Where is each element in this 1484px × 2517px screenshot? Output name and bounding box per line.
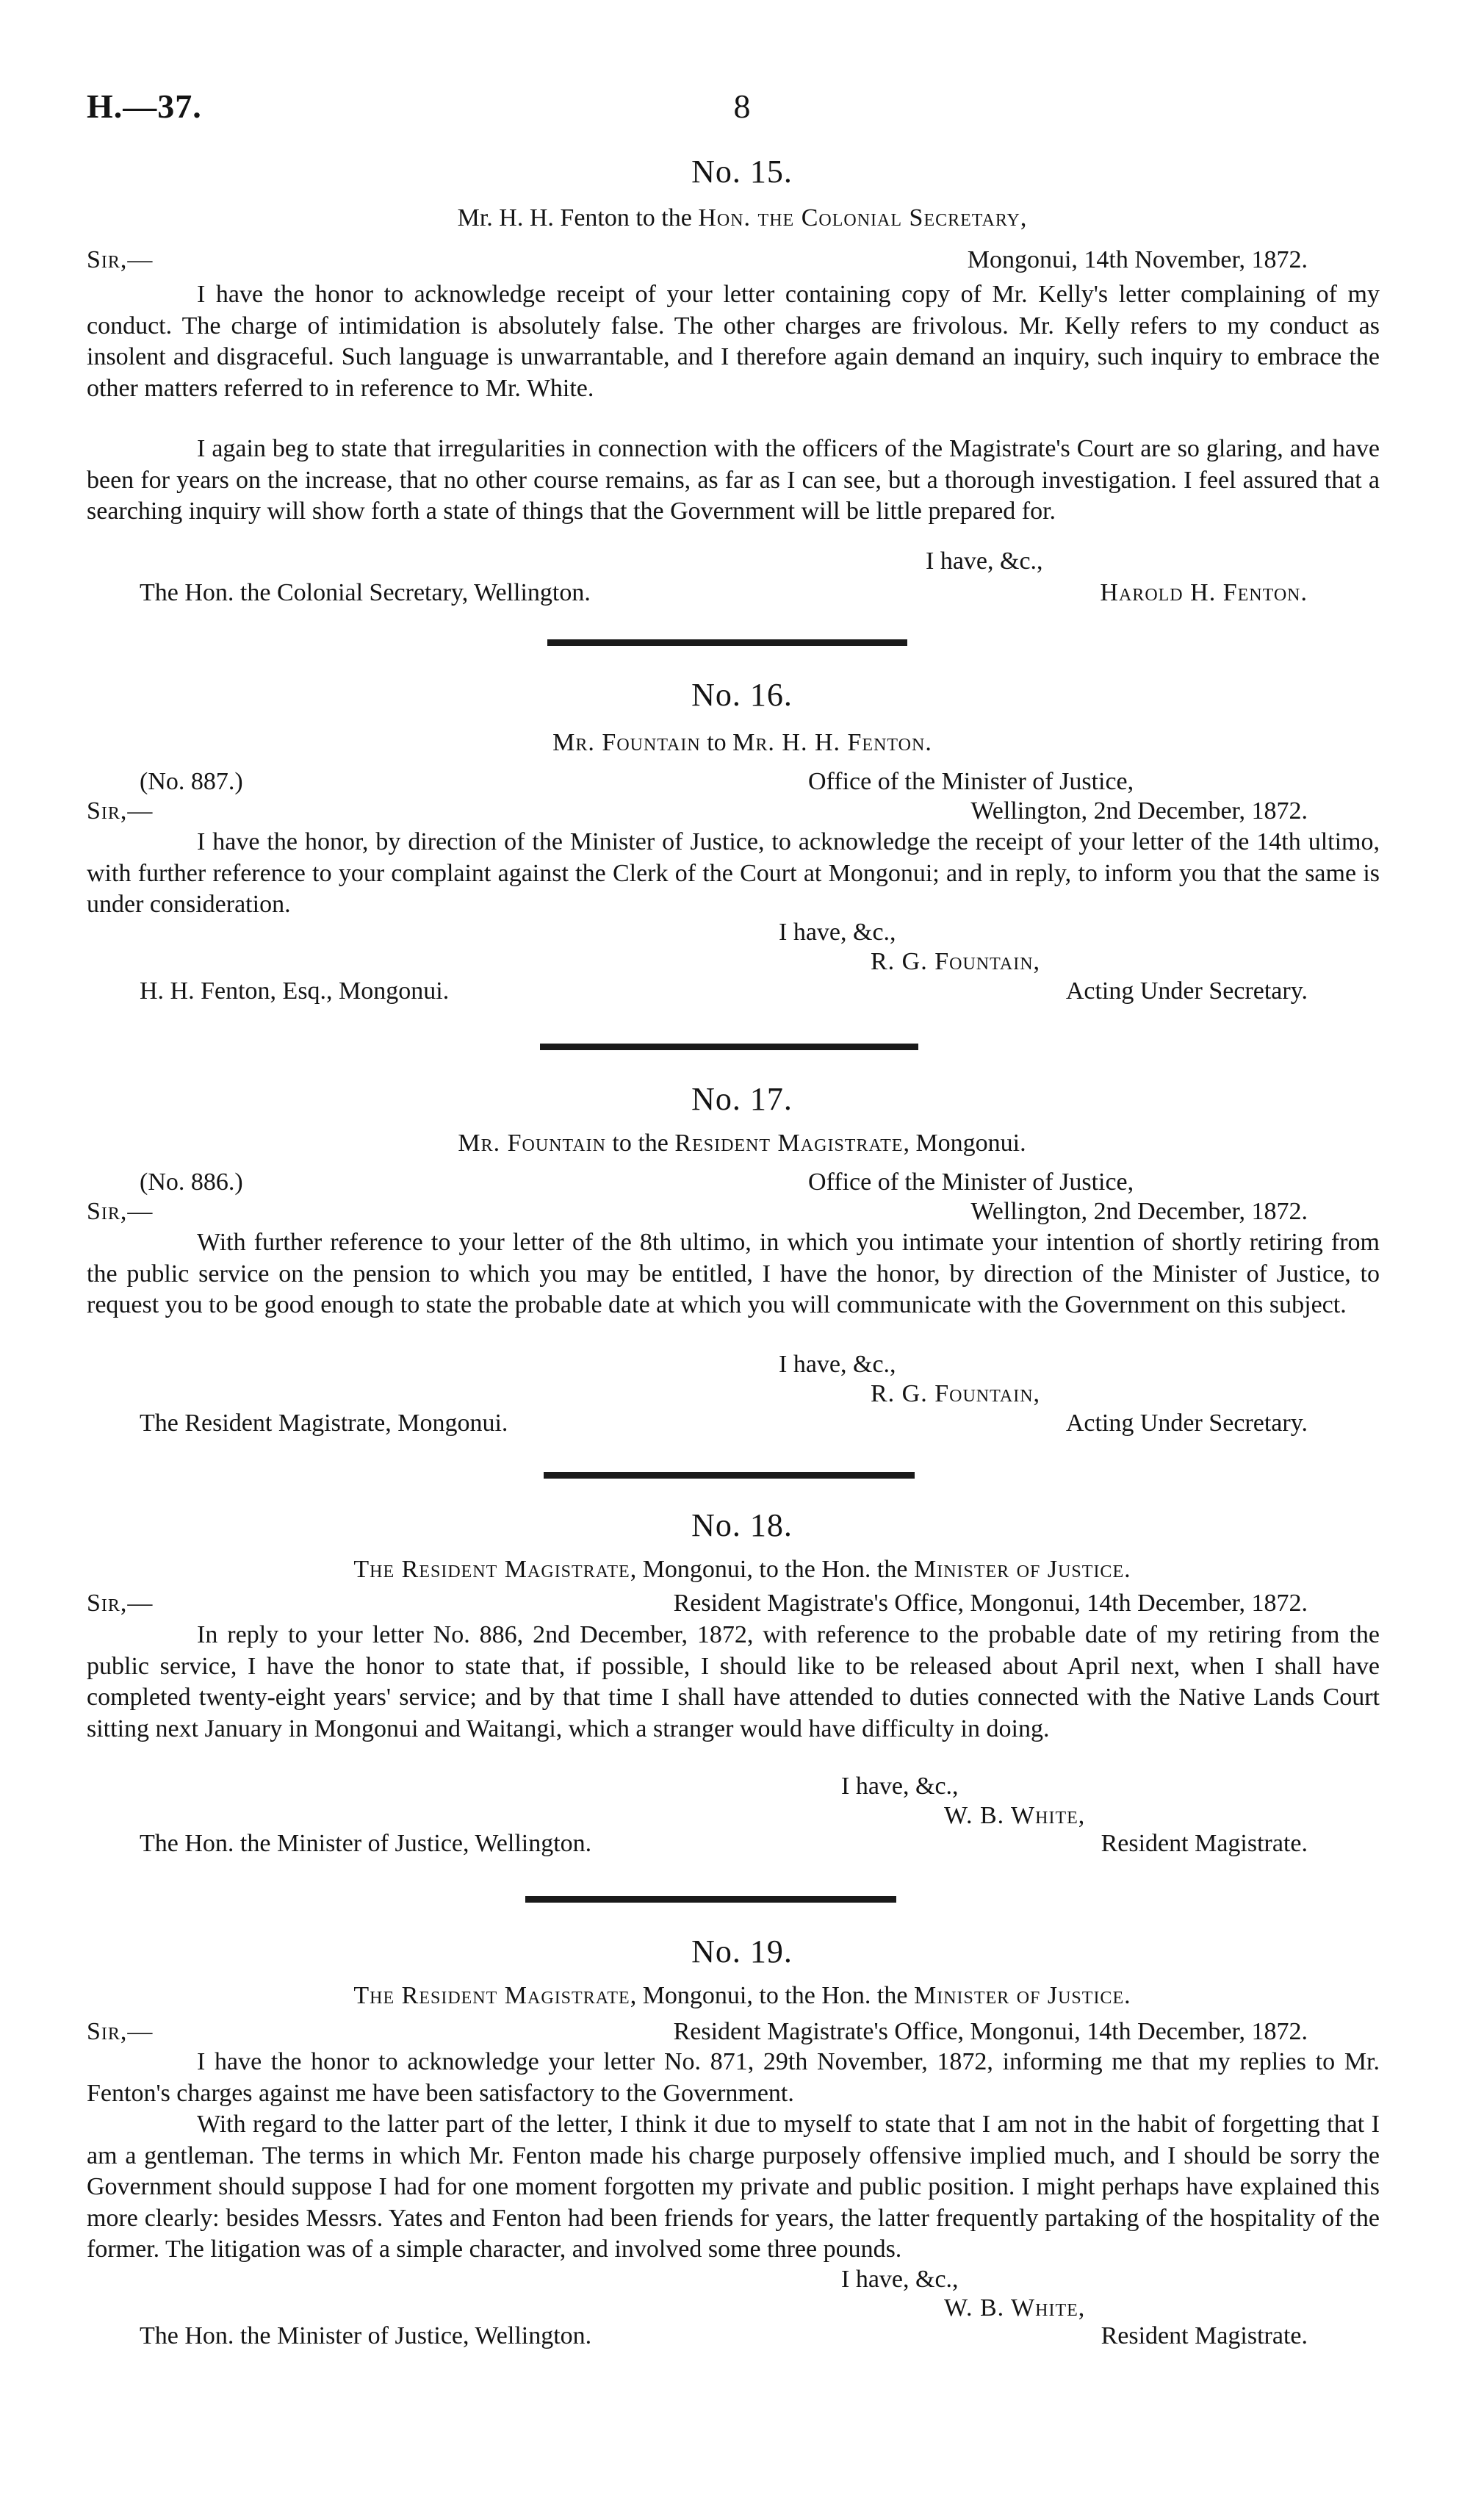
letter-number: No. 17.	[691, 1081, 793, 1117]
addressee: The Hon. the Colonial Secretary, Wellington.	[140, 579, 591, 606]
letter-sender: Mr. Fountain	[552, 729, 701, 756]
signature: R. G. Fountain,	[871, 1380, 1041, 1407]
closing: I have, &c.,	[841, 2266, 959, 2293]
letter-recipient: Mr. H. H. Fenton	[732, 729, 926, 756]
letter-paragraph: With further reference to your letter of the 8th ultimo, in which you intimate your intention of shortly retiring from the public service on the pension to which you may be entitled, I have the honor, by direction of the Minister of Justice, to request you to be good enough to state the probable date at which you will communicate with the Government on this subject.	[87, 1229, 1380, 1318]
letter-subtitle	[0, 1556, 1484, 1584]
letter-sender: Mr. Fountain	[458, 1130, 606, 1157]
addressee: The Resident Magistrate, Mongonui.	[140, 1410, 508, 1437]
letter-joiner: to the	[635, 204, 692, 231]
page-number: 8	[733, 87, 751, 125]
letter-number: No. 16.	[691, 677, 793, 713]
letter-subtitle-trail: .	[1124, 1982, 1131, 2009]
letter-sender: Mr. H. H. Fenton	[457, 204, 630, 231]
section-divider	[547, 639, 907, 646]
letter-subtitle-trail: , Mongonui.	[903, 1130, 1026, 1157]
signature: W. B. White,	[944, 1802, 1086, 1829]
letter-paragraph: I again beg to state that irregularities in connection with the officers of the Magistrate's Court are so glaring, and have been for years on the increase, that no other course remains, as far as I can see, but a thorough investigation. I feel assured that a searching inquiry will show forth a state of things that the Government will be little prepared for.	[87, 435, 1380, 525]
letter-joiner: to	[707, 729, 727, 756]
place-date: Wellington, 2nd December, 1872.	[970, 797, 1308, 825]
salutation: Sir,—	[87, 1198, 154, 1225]
closing: I have, &c.,	[779, 919, 896, 946]
office-line: Office of the Minister of Justice,	[808, 768, 1134, 795]
letter-subtitle	[0, 204, 1484, 232]
letter-sender: The Resident Magistrate	[353, 1556, 630, 1583]
office-line: Office of the Minister of Justice,	[808, 1168, 1134, 1196]
letter-number: No. 19.	[691, 1933, 793, 1970]
signature: Harold H. Fenton.	[1100, 579, 1308, 606]
addressee: H. H. Fenton, Esq., Mongonui.	[140, 977, 450, 1005]
signature: W. B. White,	[944, 2294, 1086, 2322]
salutation: Sir,—	[87, 797, 154, 825]
signatory-title: Resident Magistrate.	[1101, 2322, 1308, 2349]
section-divider	[544, 1472, 915, 1479]
signature: R. G. Fountain,	[871, 948, 1041, 975]
letter-recipient: Hon. the Colonial Secretary	[698, 204, 1020, 231]
closing: I have, &c.,	[926, 547, 1043, 575]
closing: I have, &c.,	[841, 1773, 959, 1800]
place-date: Resident Magistrate's Office, Mongonui, 14th December, 1872.	[673, 2018, 1308, 2045]
addressee: The Hon. the Minister of Justice, Wellington.	[140, 2322, 592, 2349]
letter-sender: The Resident Magistrate	[353, 1982, 630, 2009]
reference-number: (No. 886.)	[140, 1168, 243, 1196]
letter-number: No. 18.	[691, 1507, 793, 1543]
section-divider	[540, 1044, 918, 1050]
letter-number: No. 15.	[691, 154, 793, 190]
letter-paragraph: I have the honor, by direction of the Minister of Justice, to acknowledge the receipt of your letter of the 14th ultimo, with further reference to your complaint against the Clerk of the Court at Mongonui; and in reply, to inform you that the same is under consideration.	[87, 828, 1380, 918]
salutation: Sir,—	[87, 246, 154, 273]
letter-joiner: , Mongonui, to the Hon. the	[630, 1556, 908, 1583]
letter-recipient: Resident Magistrate	[674, 1130, 904, 1157]
document-reference: H.—37.	[87, 87, 202, 125]
letter-paragraph: In reply to your letter No. 886, 2nd December, 1872, with reference to the probable date of my retiring from the public service, I have the honor to state that, if possible, I should like to be released about April next, when I shall have completed twenty-eight years' service; and by that time I shall have attended to duties connected with the Native Lands Court sitting next January in Mongonui and Waitangi, which a stranger would have difficulty in doing.	[87, 1621, 1380, 1742]
letter-paragraph: I have the honor to acknowledge receipt of your letter containing copy of Mr. Kelly's letter complaining of my conduct. The charge of intimidation is absolutely false. The other charges are frivolous. Mr. Kelly refers to my conduct as insolent and disgraceful. Such language is unwarrantable, and I therefore again demand an inquiry, such inquiry to embrace the other matters referred to in reference to Mr. White.	[87, 281, 1380, 402]
place-date: Mongonui, 14th November, 1872.	[967, 246, 1308, 273]
signatory-title: Resident Magistrate.	[1101, 1830, 1308, 1857]
closing: I have, &c.,	[779, 1351, 896, 1378]
letter-subtitle	[0, 1982, 1484, 2010]
salutation: Sir,—	[87, 1590, 154, 1617]
letter-subtitle	[0, 1130, 1484, 1157]
section-divider	[525, 1896, 896, 1903]
letter-subtitle-trail: .	[1124, 1556, 1131, 1583]
signatory-title: Acting Under Secretary.	[1065, 1410, 1308, 1437]
addressee: The Hon. the Minister of Justice, Wellington.	[140, 1830, 592, 1857]
letter-paragraph: I have the honor to acknowledge your letter No. 871, 29th November, 1872, informing me that my replies to Mr. Fenton's charges against me have been satisfactory to the Government.	[87, 2048, 1380, 2107]
salutation: Sir,—	[87, 2018, 154, 2045]
letter-recipient: Minister of Justice	[913, 1556, 1125, 1583]
letter-subtitle	[0, 729, 1484, 757]
place-date: Wellington, 2nd December, 1872.	[970, 1198, 1308, 1225]
letter-subtitle-trail: ,	[1020, 204, 1027, 231]
letter-paragraph: With regard to the latter part of the letter, I think it due to myself to state that I am not in the habit of forgetting that I am a gentleman. The terms in which Mr. Fenton made his charge purposely offensive implied much, and I should be sorry the Government should suppose I had for one moment forgotten my private and public position. I might perhaps have explained this more clearly: besides Messrs. Yates and Fenton had been friends for years, the latter frequently partaking of the hospitality of the former. The litigation was of a simple character, and involved some three pounds.	[87, 2111, 1380, 2263]
letter-subtitle-trail: .	[925, 729, 932, 756]
letter-joiner: to the	[612, 1130, 669, 1157]
letter-recipient: Minister of Justice	[913, 1982, 1125, 2009]
signatory-title: Acting Under Secretary.	[1065, 977, 1308, 1005]
place-date: Resident Magistrate's Office, Mongonui, 14th December, 1872.	[673, 1590, 1308, 1617]
letter-joiner: , Mongonui, to the Hon. the	[630, 1982, 908, 2009]
reference-number: (No. 887.)	[140, 768, 243, 795]
